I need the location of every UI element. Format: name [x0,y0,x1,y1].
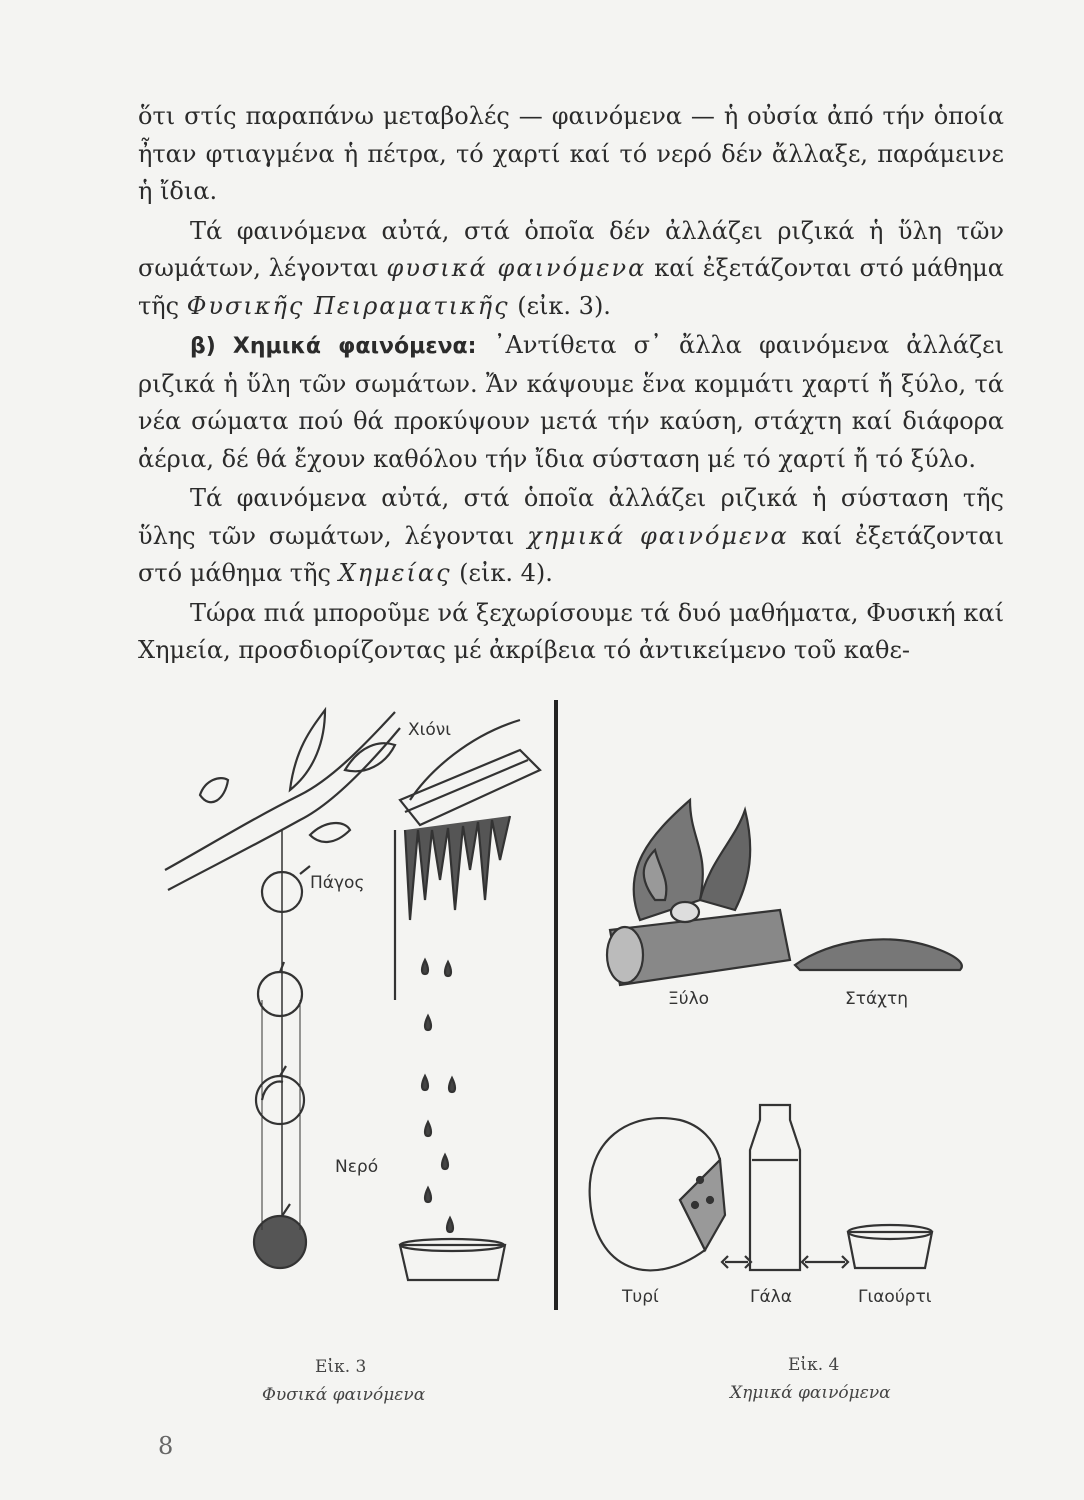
caption-fig3-title: Φυσικά φαινόμενα [262,1385,426,1405]
label-ash: Στάχτη [845,989,909,1009]
p4-emphasis: χημικά φαινόμενα [527,521,789,550]
ash-pile-icon [795,939,962,970]
caption-fig3-number: Εἰκ. 3 [315,1357,367,1377]
p2-emphasis: φυσικά φαινόμενα [386,254,647,282]
caption-fig4-title: Χημικά φαινόμενα [730,1383,891,1403]
p2-emphasis-2: Φυσικῆς Πειραματικῆς [186,291,510,320]
label-snow: Χιόνι [408,720,452,740]
leaf-icon [290,710,325,790]
water-drops-icon [422,960,455,1232]
paragraph-1-text: ὅτι στίς παραπάνω μεταβολές — φαινόμενα — ἡ οὐσία ἀπό τήν ὁποία ἦταν φτιαγμένα ἡ πέτρα, τό χαρτί καί τό νερό δέν ἄλλαξε, παράμεινε ἡ ἴδια. [138,102,1004,205]
label-milk: Γάλα [750,1287,792,1307]
paragraph-5-text: Τώρα πιά μποροῦμε νά ξεχωρίσουμε τά δυό μαθήματα, Φυσική καί Χημεία, προσδιορίζοντας μέ ἀκρίβεια τό ἀντικείμενο τοῦ καθε- [138,598,1004,664]
p3-heading: β) Χημικά φαινόμενα: [190,334,477,359]
caption-fig4-number: Εἰκ. 4 [788,1355,840,1375]
p2-b: καί ἐξετάζονται στό μάθημα τῆς [138,254,1004,320]
page-number: 8 [158,1432,174,1460]
flame-icon [634,800,703,920]
label-ice: Πάγος [310,873,365,893]
p4-emphasis-2: Χημείας [338,559,452,587]
icicles-icon [405,816,510,920]
branch-icon [165,712,395,870]
figure-4-illustration [590,800,962,1270]
label-water: Νερό [335,1157,379,1177]
p4-a: Τά φαινόμενα αὐτά, στά ὁποῖα ἀλλάζει ριζικά ἡ σύσταση τῆς ὕλης τῶν σωμάτων, λέγονται [138,484,1004,550]
p2-c: (εἰκ. 3). [509,291,611,320]
p4-c: (εἰκ. 4). [451,559,553,587]
p2-a: Τά φαινόμενα αὐτά, στά ὁποῖα δέν ἀλλάζει ριζικά ἡ ὕλη τῶν σωμάτων, λέγονται [138,216,1004,282]
p3-body: ᾽Αντίθετα σ᾽ ἄλλα φαινόμενα ἀλλάζει ριζικά ἡ ὕλη τῶν σωμάτων. Ἄν κάψουμε ἕνα κομμάτι χαρτί ἤ ξύλο, τά νέα σώματα πού θά προκύψουν μετά τήν καύση, στάχτη καί διάφορα ἀέρια, δέ θά ἔχουν καθόλου τήν ἴδια σύσταση μέ τό χαρτί ἤ τό ξύλο. [138,331,1004,473]
label-wood: Ξύλο [668,989,710,1009]
label-yogurt: Γιαούρτι [858,1287,932,1307]
figure-3-illustration [165,710,540,1280]
apple-icon [258,972,302,1016]
p4-b: καί ἐξετάζονται στό μάθημα τῆς [138,521,1004,587]
label-cheese: Τυρί [622,1287,659,1307]
milk-bottle-icon [750,1105,800,1270]
roof-icon [400,750,540,825]
